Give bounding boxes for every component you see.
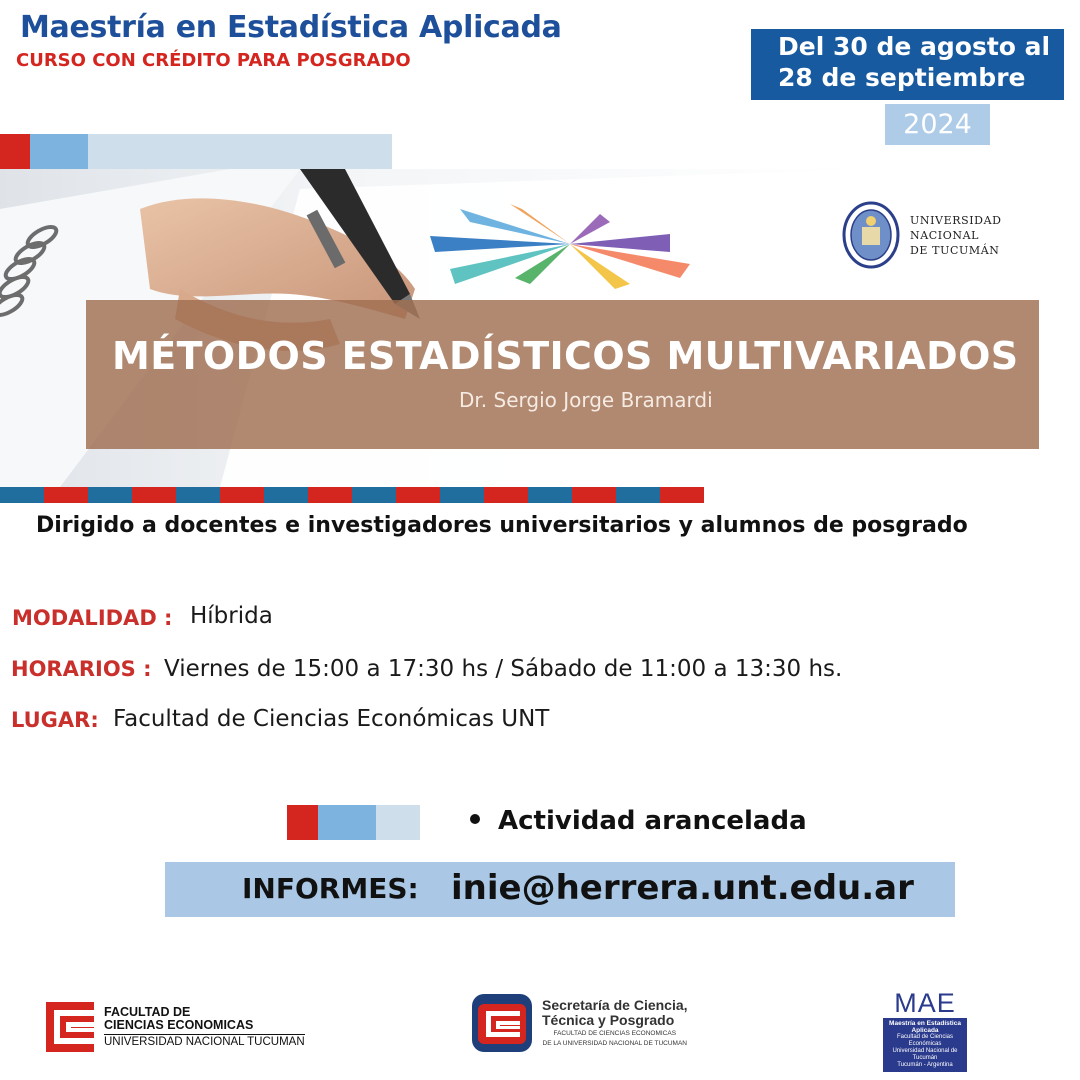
secretaria-line-4: DE LA UNIVERSIDAD NACIONAL DE TUCUMAN: [542, 1039, 687, 1047]
stripe-segment: [132, 487, 176, 503]
fee-notice: [470, 806, 807, 836]
stripe-segment: [572, 487, 616, 503]
fce-logo-text: [104, 1006, 305, 1049]
university-seal-icon: [842, 201, 900, 269]
mae-line-2: Facultad de Ciencias Económicas: [896, 1034, 954, 1047]
stripe-segment: [0, 487, 44, 503]
stripe-segment: [88, 487, 132, 503]
fce-logo: [46, 1002, 305, 1052]
mae-line-1: Maestría en Estadística Aplicada: [889, 1020, 961, 1034]
stripe-segment: [220, 487, 264, 503]
mae-line-4: Tucumán - Argentina: [897, 1062, 953, 1068]
course-teacher: Dr. Sergio Jorge Bramardi: [459, 388, 713, 412]
stripe-segment: [484, 487, 528, 503]
course-title: MÉTODOS ESTADÍSTICOS MULTIVARIADOS: [112, 334, 1019, 378]
mae-logo-word: MAE: [894, 988, 956, 1018]
secretaria-logo: [472, 994, 688, 1052]
secretaria-line-3: FACULTAD DE CIENCIAS ECONOMICAS: [553, 1030, 677, 1037]
fee-text: Actividad arancelada: [498, 806, 807, 836]
date-range-badge: [751, 29, 1064, 100]
fce-logo-icon: [46, 1002, 94, 1052]
stripe-segment: [264, 487, 308, 503]
program-subtitle: CURSO CON CRÉDITO PARA POSGRADO: [16, 50, 411, 71]
mae-logo-band: [883, 1018, 967, 1072]
stripe-segment: [44, 487, 88, 503]
secretaria-line-1: Secretaría de Ciencia,: [542, 997, 688, 1013]
bar-blue-segment: [318, 805, 376, 840]
bar-light-segment: [376, 805, 420, 840]
stripe-segment: [616, 487, 660, 503]
stripe-segment: [440, 487, 484, 503]
detail-value: Facultad de Ciencias Económicas UNT: [113, 706, 550, 732]
university-logo-line-2: NACIONAL: [910, 228, 980, 242]
contact-email-link[interactable]: inie@herrera.unt.edu.ar: [451, 868, 914, 908]
contact-label: INFORMES:: [242, 872, 419, 905]
date-line-1: Del 30 de agosto al: [778, 32, 1051, 61]
university-logo: [826, 191, 1018, 279]
top-color-stripe: [0, 134, 392, 170]
detail-row-modalidad: [12, 606, 172, 630]
stripe-blue-segment: [30, 134, 88, 170]
secretaria-line-2: Técnica y Posgrado: [542, 1012, 675, 1028]
stripe-light-segment: [88, 134, 392, 170]
detail-label: MODALIDAD :: [12, 606, 173, 630]
stripe-segment: [176, 487, 220, 503]
stripe-segment: [396, 487, 440, 503]
detail-value: Híbrida: [190, 603, 273, 629]
stripe-segment: [308, 487, 352, 503]
mae-line-3: Universidad Nacional de Tucumán: [892, 1048, 958, 1061]
stripe-segment: [528, 487, 572, 503]
university-logo-text: [910, 213, 1002, 258]
year-badge: 2024: [885, 104, 990, 145]
detail-row-horarios: [11, 657, 152, 681]
bullet-icon: [470, 814, 480, 824]
university-logo-line-3: DE TUCUMÁN: [910, 243, 1000, 257]
bottom-color-stripe: [0, 487, 704, 503]
detail-label: LUGAR:: [11, 708, 99, 732]
fce-line-1: FACULTAD DE: [104, 1004, 191, 1019]
fce-line-3: UNIVERSIDAD NACIONAL TUCUMAN: [104, 1035, 305, 1048]
secretaria-logo-icon: [472, 994, 532, 1052]
program-title: Maestría en Estadística Aplicada: [20, 10, 562, 45]
bar-red-segment: [287, 805, 318, 840]
stripe-segment: [352, 487, 396, 503]
detail-label: HORARIOS :: [11, 657, 152, 681]
detail-value: Viernes de 15:00 a 17:30 hs / Sábado de 11:00 a 13:30 hs.: [164, 656, 843, 682]
stripe-red-segment: [0, 134, 30, 170]
fee-color-bar: [287, 805, 420, 840]
fce-line-2: CIENCIAS ECONOMICAS: [104, 1017, 254, 1032]
mae-logo: [883, 988, 967, 1072]
university-logo-line-1: UNIVERSIDAD: [910, 213, 1002, 227]
secretaria-logo-text: [542, 998, 688, 1047]
stripe-segment: [660, 487, 704, 503]
date-line-2: 28 de septiembre: [778, 63, 1026, 92]
detail-row-lugar: [11, 708, 99, 732]
target-audience: Dirigido a docentes e investigadores universitarios y alumnos de posgrado: [36, 513, 968, 538]
